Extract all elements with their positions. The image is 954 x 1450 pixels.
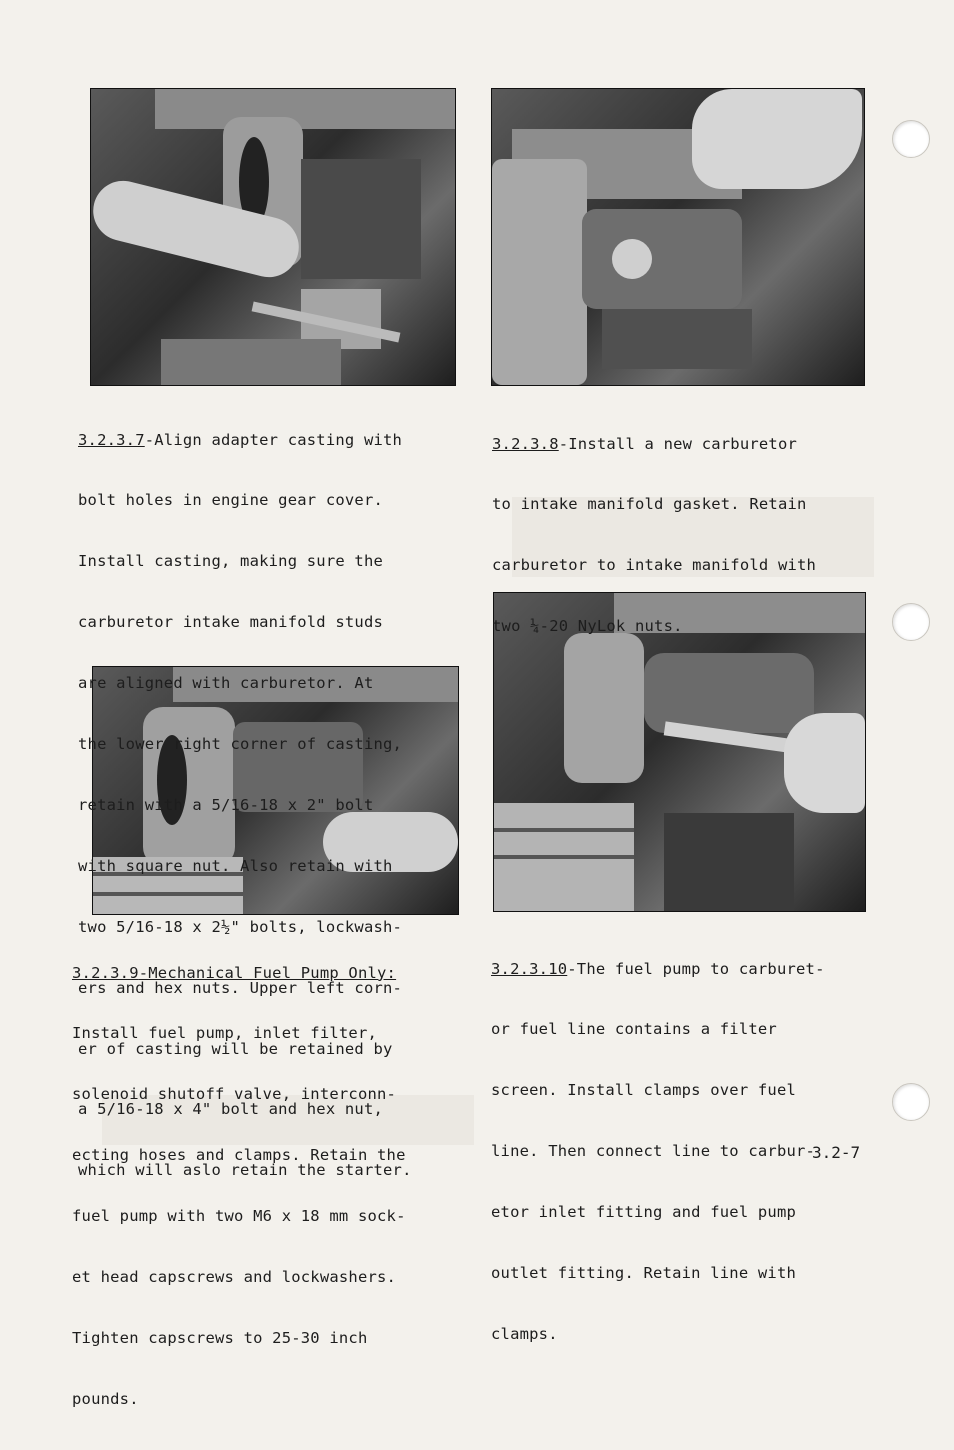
caption-line: ers and hex nuts. Upper left corn- bbox=[78, 978, 403, 997]
caption-line: carburetor to intake manifold with bbox=[492, 556, 817, 575]
caption-line: solenoid shutoff valve, interconn- bbox=[72, 1085, 397, 1104]
caption-line: to intake manifold gasket. Retain bbox=[492, 495, 807, 514]
caption-line: retain with a 5/16-18 x 2" bolt bbox=[78, 795, 374, 814]
caption-line: pounds. bbox=[72, 1389, 139, 1408]
photo-install-carburetor bbox=[491, 88, 865, 386]
section-heading: -Mechanical Fuel Pump Only: bbox=[138, 963, 397, 982]
caption-line: two 5/16-18 x 2½" bolts, lockwash- bbox=[78, 917, 403, 936]
punch-hole bbox=[892, 603, 930, 641]
caption-line-1: 3.2.3.8-Install a new carburetor bbox=[492, 434, 798, 453]
caption-line: ecting hoses and clamps. Retain the bbox=[72, 1146, 406, 1165]
punch-hole bbox=[892, 120, 930, 158]
caption-line: er of casting will be retained by bbox=[78, 1039, 393, 1058]
step-number: 3.2.3.10 bbox=[491, 959, 568, 978]
photo-align-adapter-casting bbox=[90, 88, 456, 386]
caption-line: a 5/16-18 x 4" bolt and hex nut, bbox=[78, 1100, 384, 1119]
caption-line: carburetor intake manifold studs bbox=[78, 613, 384, 632]
caption-line: two ¼-20 NyLok nuts. bbox=[492, 617, 683, 636]
caption-line: the lower right corner of casting, bbox=[78, 735, 403, 754]
caption-line: Tighten capscrews to 25-30 inch bbox=[72, 1328, 368, 1347]
caption-line: clamps. bbox=[491, 1324, 558, 1343]
punch-hole bbox=[892, 1083, 930, 1121]
caption-3-2-3-9 bbox=[72, 922, 472, 1450]
caption-line: or fuel line contains a filter bbox=[491, 1020, 777, 1039]
caption-line-1 bbox=[72, 963, 472, 983]
caption-line: etor inlet fitting and fuel pump bbox=[491, 1203, 797, 1222]
caption-line-1: 3.2.3.7-Align adapter casting with bbox=[78, 430, 403, 449]
caption-line: Install fuel pump, inlet filter, bbox=[72, 1024, 378, 1043]
page-number: 3.2-7 bbox=[812, 1143, 861, 1162]
caption-line-1: 3.2.3.10-The fuel pump to carburet- bbox=[491, 959, 825, 978]
caption-line: Install casting, making sure the bbox=[78, 552, 384, 571]
caption-line: fuel pump with two M6 x 18 mm sock- bbox=[72, 1207, 406, 1226]
caption-line: line. Then connect line to carbur- bbox=[491, 1142, 816, 1161]
caption-3-2-3-8 bbox=[492, 393, 884, 677]
step-number: 3.2.3.9 bbox=[72, 963, 139, 982]
caption-line: outlet fitting. Retain line with bbox=[491, 1264, 797, 1283]
caption-line: are aligned with carburetor. At bbox=[78, 674, 374, 693]
caption-line: with square nut. Also retain with bbox=[78, 856, 393, 875]
caption-line: et head capscrews and lockwashers. bbox=[72, 1268, 397, 1287]
caption-line: which will aslo retain the starter. bbox=[78, 1161, 412, 1180]
caption-line: screen. Install clamps over fuel bbox=[491, 1081, 797, 1100]
caption-line: bolt holes in engine gear cover. bbox=[78, 491, 384, 510]
step-number: 3.2.3.8 bbox=[492, 434, 559, 453]
step-number: 3.2.3.7 bbox=[78, 430, 145, 449]
